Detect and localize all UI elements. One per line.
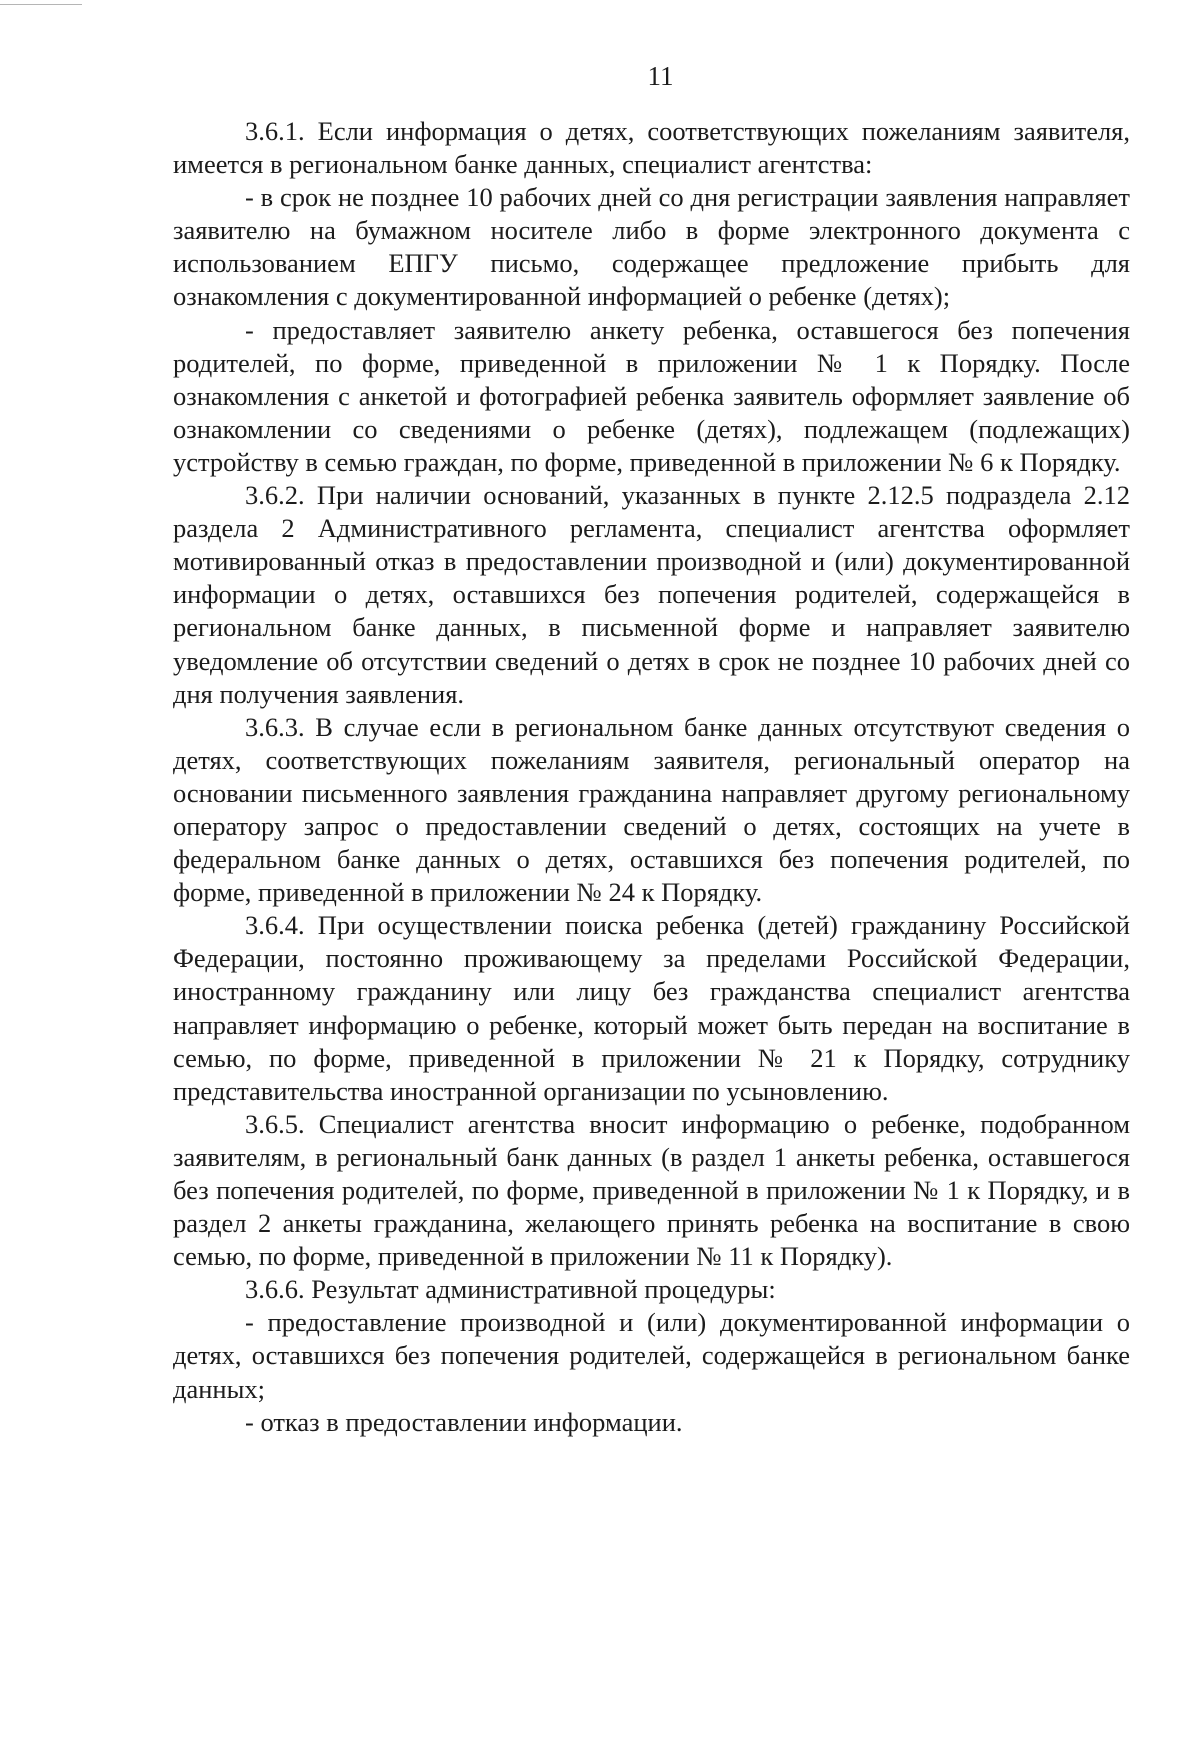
document-page bbox=[173, 58, 1130, 1439]
paragraph-3-6-4: 3.6.4. При осуществлении поиска ребенка (детей) гражданину Российской Федерации, постоянно проживающему за пределами Российской Федерации, иностранному гражданину или лицу без гражданства специалист агентства направляет информацию о ребенке, который может быть передан на воспитание в семью, по форме, приведенной в приложении № 21 к Порядку, сотруднику представительства иностранной организации по усыновлению. bbox=[173, 910, 1130, 1106]
paragraph-3-6-6-item-2: - отказ в предоставлении информации. bbox=[245, 1406, 683, 1437]
paragraph-3-6-1-item-1: - в срок не позднее 10 рабочих дней со дня регистрации заявления направляет заявителю на бумажном носителе либо в форме электронного документа с использованием ЕПГУ письмо, содержащее предложение прибыть для ознакомления с документированной информацией о ребенке (детях); bbox=[173, 182, 1130, 312]
paragraph-3-6-6-item-1: - предоставление производной и (или) документированной информации о детях, оставшихся без попечения родителей, содержащейся в региональном банке данных; bbox=[173, 1307, 1130, 1404]
paragraph-3-6-1-item-2: - предоставляет заявителю анкету ребенка, оставшегося без попечения родителей, по форме, приведенной в приложении № 1 к Порядку. После ознакомления с анкетой и фотографией ребенка заявитель оформляет заявление об ознакомлении со сведениями о ребенке (детях), подлежащем (подлежащих) устройству в семью граждан, по форме, приведенной в приложении № 6 к Порядку. bbox=[173, 314, 1130, 477]
paragraph-3-6-2: 3.6.2. При наличии оснований, указанных в пункте 2.12.5 подраздела 2.12 раздела 2 Административного регламента, специалист агентства оформляет мотивированный отказ в предоставлении производной и (или) документированной информации о детях, оставшихся без попечения родителей, содержащейся в региональном банке данных, в письменной форме и направляет заявителю уведомление об отсутствии сведений о детях в срок не позднее 10 рабочих дней со дня получения заявления. bbox=[173, 480, 1130, 709]
paragraph-3-6-6: 3.6.6. Результат административной процедуры: bbox=[245, 1274, 776, 1305]
page-number: 11 bbox=[647, 61, 674, 91]
paragraph-3-6-3: 3.6.3. В случае если в региональном банке данных отсутствуют сведения о детях, соответствующих пожеланиям заявителя, региональный оператор на основании письменного заявления гражданина направляет другому региональному оператору запрос о предоставлении сведений о детях, состоящих на учете в федеральном банке данных о детях, оставшихся без попечения родителей, по форме, приведенной в приложении № 24 к Порядку. bbox=[173, 711, 1130, 908]
scan-edge-mark bbox=[0, 4, 82, 5]
paragraph-3-6-5: 3.6.5. Специалист агентства вносит информацию о ребенке, подобранном заявителям, в региональный банк данных (в раздел 1 анкеты ребенка, оставшегося без попечения родителей, по форме, приведенной в приложении № 1 к Порядку, и в раздел 2 анкеты гражданина, желающего принять ребенка на воспитание в свою семью, по форме, приведенной в приложении № 11 к Порядку). bbox=[173, 1108, 1130, 1272]
paragraph-3-6-1: 3.6.1. Если информация о детях, соответствующих пожеланиям заявителя, имеется в региональном банке данных, специалист агентства: bbox=[173, 116, 1130, 180]
